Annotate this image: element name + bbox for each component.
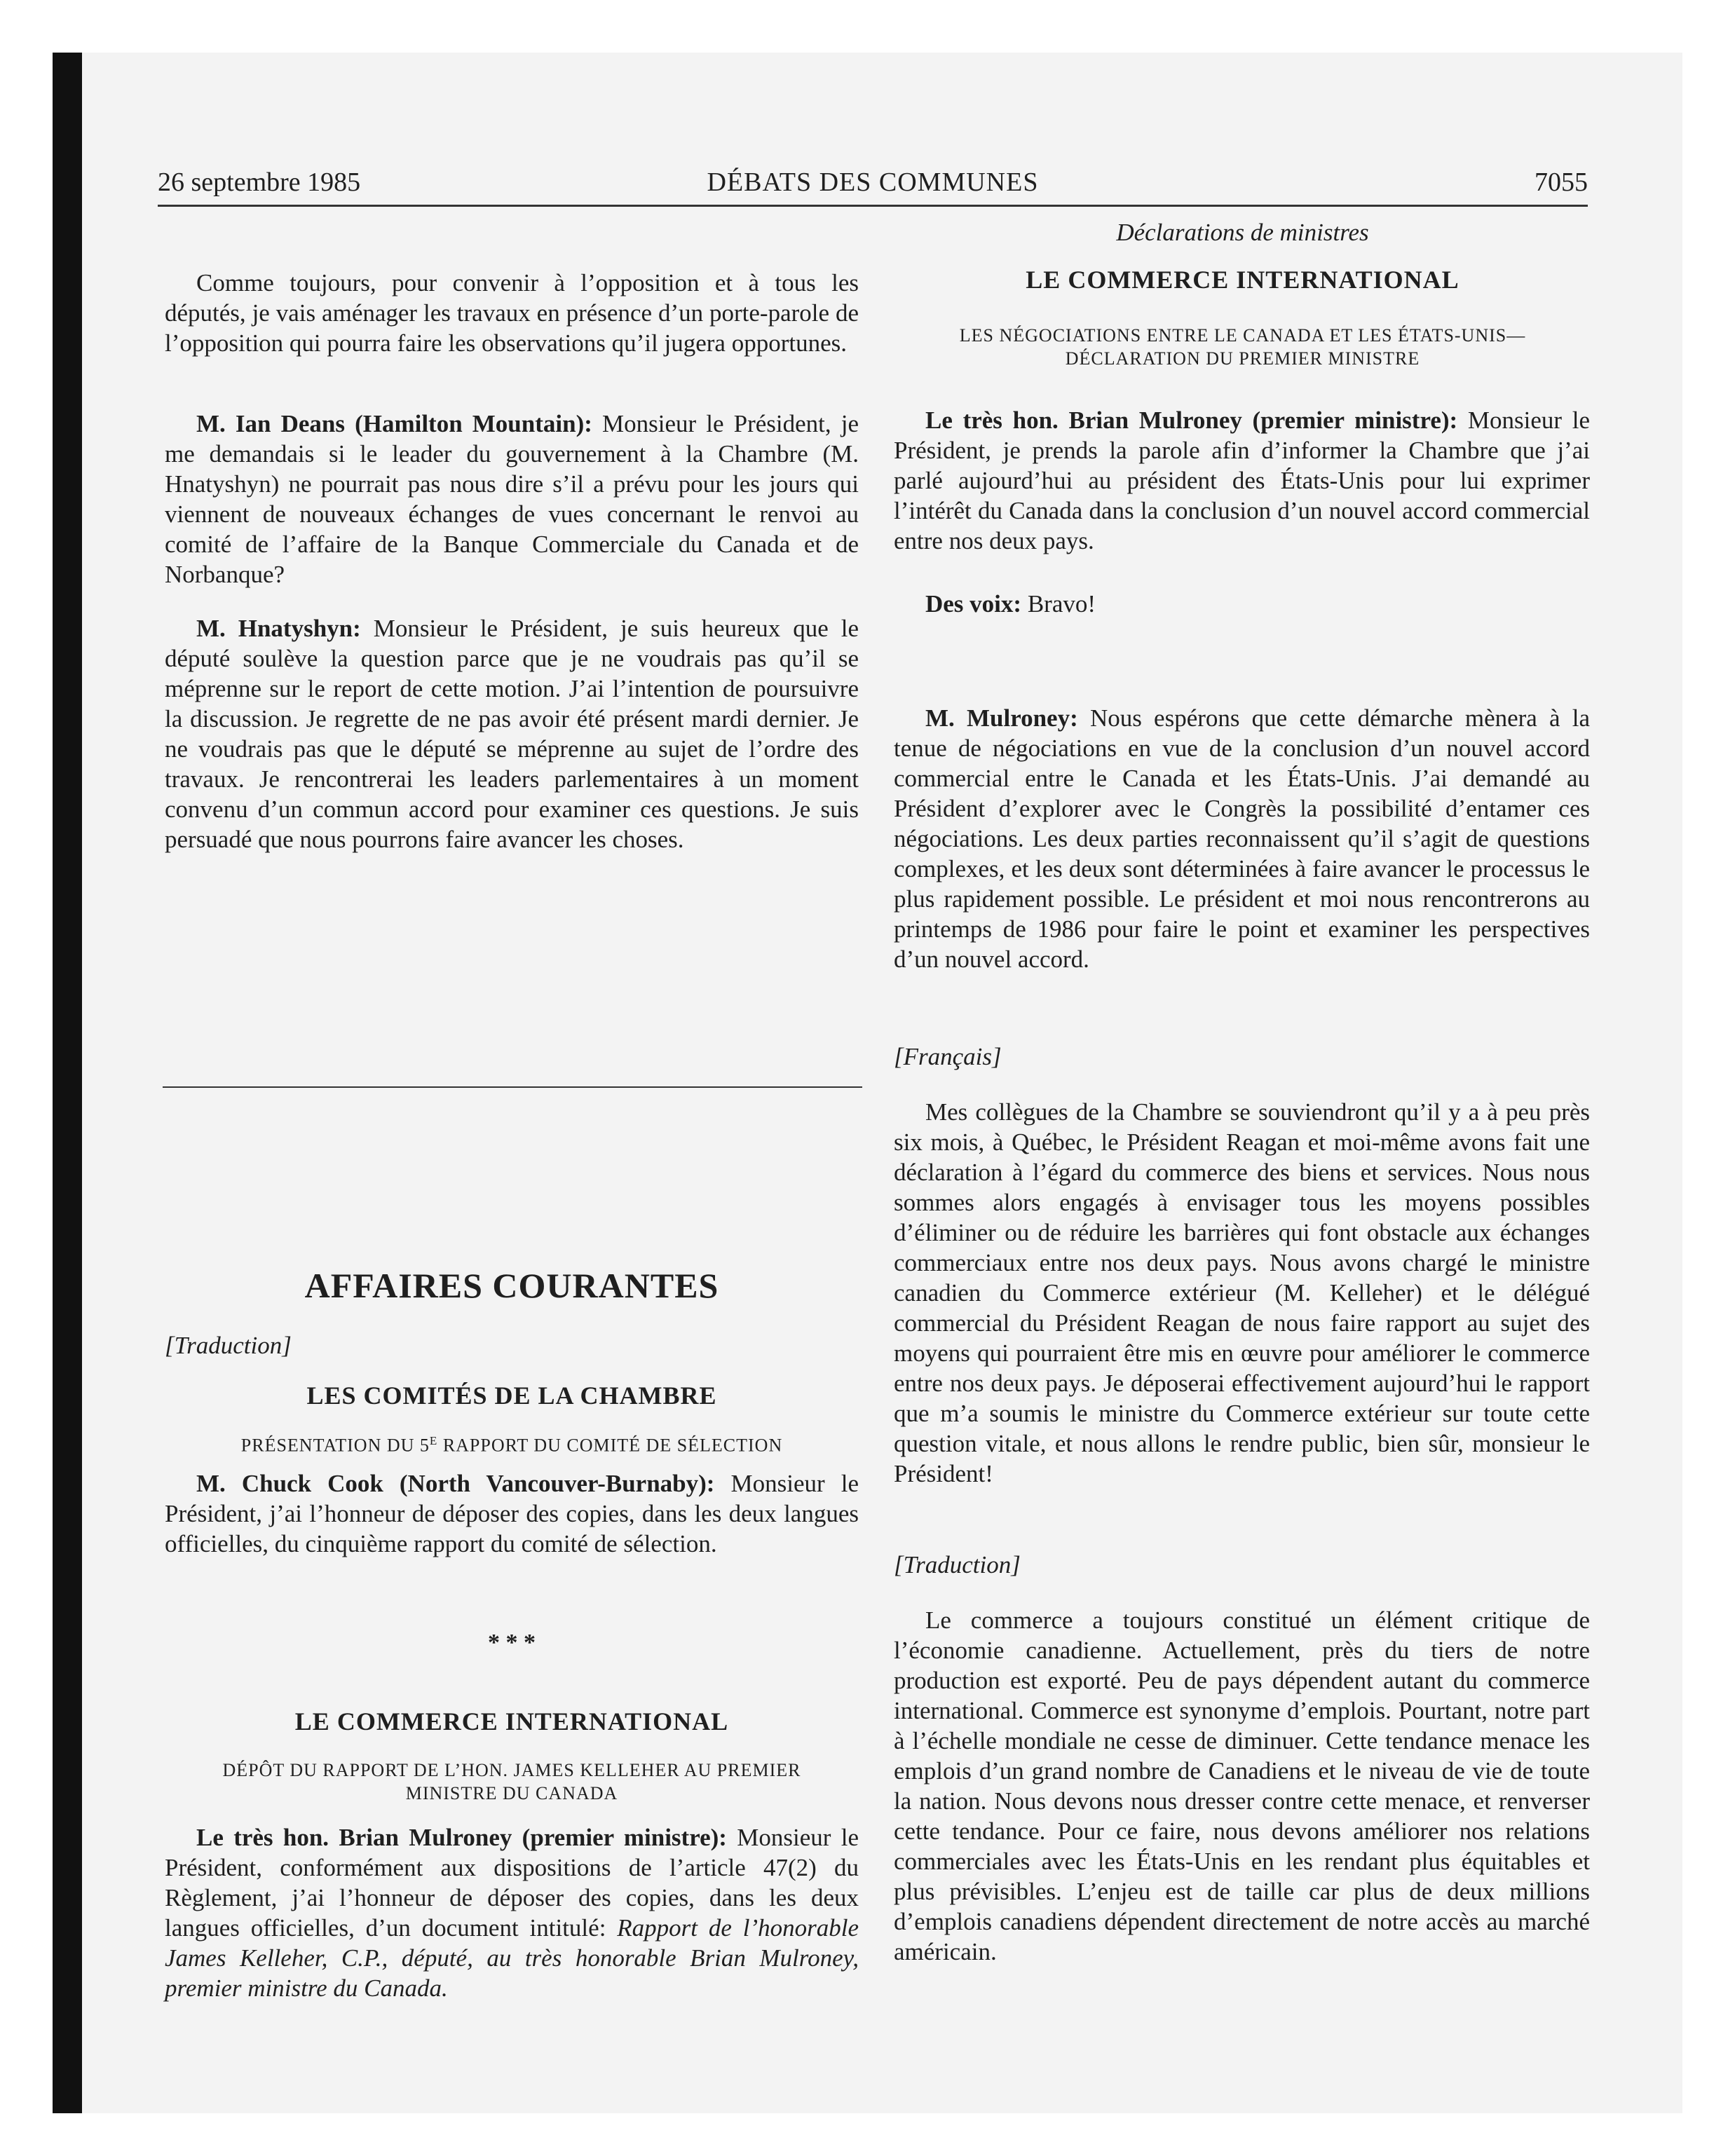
- header-title: DÉBATS DES COMMUNES: [707, 168, 1039, 197]
- section-separator-stars: * * *: [488, 1630, 536, 1656]
- paragraph-text: Comme toujours, pour convenir à l’opposition et à tous les députés, je vais aménager les travaux en présence d’un porte-parole de l’opposition qui pourra faire les observations qu’il jugera opportunes.: [165, 269, 859, 357]
- speaker-name: M. Ian Deans (Hamilton Mountain):: [196, 410, 592, 437]
- speaker-name: M. Mulroney:: [925, 704, 1078, 732]
- paragraph-cook: [165, 1468, 859, 1559]
- paragraph-text: Monsieur le Président, conformément aux dispositions de l’article 47(2) du Règlement, j’ai l’honneur de déposer des copies, dans les deux langues officielles, d’un document intitulé:: [165, 1824, 859, 1942]
- paragraph-text: Nous espérons que cette démarche mènera à la tenue de négociations en vue de la conclusion d’un nouvel accord commercial entre le Canada et les États-Unis. J’ai demandé au Président d’explorer avec le Congrès la possibilité d’entamer ces négociations. Les deux parties reconnaissent qu’il s’agit de questions complexes, et les deux sont déterminées à faire avancer le processus le plus rapidement possible. Le président et moi nous rencontrerons au printemps de 1986 pour faire le point et examiner les perspectives d’un nouvel accord.: [894, 704, 1590, 973]
- paragraph-quebec: [894, 1097, 1590, 1489]
- commerce-title-left: LE COMMERCE INTERNATIONAL: [294, 1707, 729, 1735]
- presentation-text-a: PRÉSENTATION DU 5: [240, 1435, 430, 1456]
- header-page-number: 7055: [1535, 168, 1588, 197]
- comites-title: LES COMITÉS DE LA CHAMBRE: [306, 1381, 717, 1410]
- scan-edge-band: [53, 53, 82, 2113]
- negociations-subtitle-line2: DÉCLARATION DU PREMIER MINISTRE: [1065, 348, 1420, 369]
- paragraph-opening: [165, 268, 859, 358]
- depot-subtitle-line2: MINISTRE DU CANADA: [405, 1783, 618, 1803]
- paragraph-text: Mes collègues de la Chambre se souviendront qu’il y a à peu près six mois, à Québec, le Président Reagan et moi-même avons fait une déclaration à l’égard du commerce des biens et services. Nous nous sommes alors engagés à envisager tous les moyens possibles d’éliminer ou de réduire les barrières qui font obstacle aux échanges commerciaux entre nos deux pays. Nous avons chargé le ministre canadien du Commerce extérieur (M. Kelleher) et le délégué commercial du Président Reagan de nous faire rapport au sujet des moyens qui pourraient être mis en œuvre pour améliorer le commerce entre nos deux pays. Je déposerai effectivement aujourd’hui le rapport que m’a soumis le ministre du Commerce extérieur sur toute cette question vitale, et nous allons le rendre public, bien sûr, monsieur le Président!: [894, 1098, 1590, 1487]
- section-divider-rule: [163, 1086, 862, 1088]
- speaker-name: M. Hnatyshyn:: [196, 615, 361, 642]
- traduction-marker-right: [Traduction]: [894, 1551, 1021, 1578]
- paragraph-mulroney-negociations: [894, 703, 1590, 974]
- paragraph-text: Monsieur le Président, je suis heureux que le député soulève la question parce que je ne voudrais pas qu’il se méprenne sur le report de cette motion. J’ai l’intention de poursuivre la discussion. Je regrette de ne pas avoir été présent mardi dernier. Je ne voudrais pas que le député se méprenne au sujet de l’ordre des travaux. Je rencontrerai les leaders parlementaires à un moment convenu d’un commun accord pour examiner ces questions. Je suis persuadé que nous pourrons faire avancer les choses.: [165, 615, 859, 853]
- paragraph-commerce-critique: [894, 1605, 1590, 1967]
- presentation-subtitle: [165, 1430, 859, 1456]
- paragraph-text: Monsieur le Président, j’ai l’honneur de déposer des copies, dans les deux langues officielles, du cinquième rapport du comité de sélection.: [165, 1470, 859, 1557]
- header-date: 26 septembre 1985: [158, 168, 361, 197]
- section-title-affaires-courantes: AFFAIRES COURANTES: [304, 1266, 719, 1305]
- page-header: [158, 167, 1588, 209]
- depot-subtitle-line1: DÉPÔT DU RAPPORT DE L’HON. JAMES KELLEHER AU PREMIER: [222, 1760, 801, 1780]
- negociations-subtitle-line1: LES NÉGOCIATIONS ENTRE LE CANADA ET LES ÉTATS-UNIS—: [959, 325, 1526, 346]
- paragraph-text: Le commerce a toujours constitué un élément critique de l’économie canadienne. Actuellement, près du tiers de notre production est exporté. Peu de pays dépendent autant du commerce international. Commerce est synonyme d’emplois. Pourtant, notre part à l’échelle mondiale ne cesse de diminuer. Cette tendance menace les emplois d’un grand nombre de Canadiens et le niveau de vie de toute la nation. Nous devons nous dresser contre cette menace, et renverser cette tendance. Pour ce faire, nous devons améliorer nos relations commerciales avec les États-Unis en les rendant plus équitables et plus prévisibles. L’enjeu est de taille car plus de deux millions d’emplois canadiens dépendent directement de notre accès au marché américain.: [894, 1606, 1590, 1965]
- presentation-superscript: E: [429, 1434, 438, 1447]
- paragraph-mulroney-depot: [165, 1822, 859, 2003]
- paragraph-text: Monsieur le Président, je me demandais si le leader du gouvernement à la Chambre (M. Hnatyshyn) ne pourrait pas nous dire s’il a prévu pour les jours qui viennent de nouveaux échanges de vues concernant le renvoi au comité de l’affaire de la Banque Commerciale du Canada et de Norbanque?: [165, 410, 859, 588]
- paragraph-deans: [165, 409, 859, 589]
- declarations-heading: Déclarations de ministres: [1116, 219, 1369, 246]
- speaker-name: Des voix:: [925, 590, 1022, 618]
- header-rule: [158, 205, 1588, 207]
- paragraph-text: Bravo!: [1021, 590, 1096, 618]
- presentation-text-b: RAPPORT DU COMITÉ DE SÉLECTION: [437, 1435, 783, 1456]
- speaker-name: Le très hon. Brian Mulroney (premier ministre):: [196, 1824, 727, 1851]
- paragraph-text: Monsieur le Président, je prends la parole afin d’informer la Chambre que j’ai parlé aujourd’hui au président des États-Unis pour lui exprimer l’intérêt du Canada dans la conclusion d’un nouvel accord commercial entre nos deux pays.: [894, 407, 1590, 554]
- speaker-name: M. Chuck Cook (North Vancouver-Burnaby):: [196, 1470, 715, 1497]
- commerce-title-right: LE COMMERCE INTERNATIONAL: [1026, 266, 1460, 294]
- traduction-marker: [Traduction]: [165, 1332, 292, 1359]
- francais-marker: [Français]: [894, 1043, 1002, 1070]
- paragraph-mulroney-statement: [894, 405, 1590, 556]
- document-title: Rapport de l’honorable James Kelleher, C.P., député, au très honorable Brian Mulroney, premier ministre du Canada.: [165, 1914, 859, 2002]
- paragraph-hnatyshyn: [165, 613, 859, 854]
- speaker-name: Le très hon. Brian Mulroney (premier ministre):: [925, 407, 1458, 434]
- paragraph-des-voix: [894, 589, 1590, 619]
